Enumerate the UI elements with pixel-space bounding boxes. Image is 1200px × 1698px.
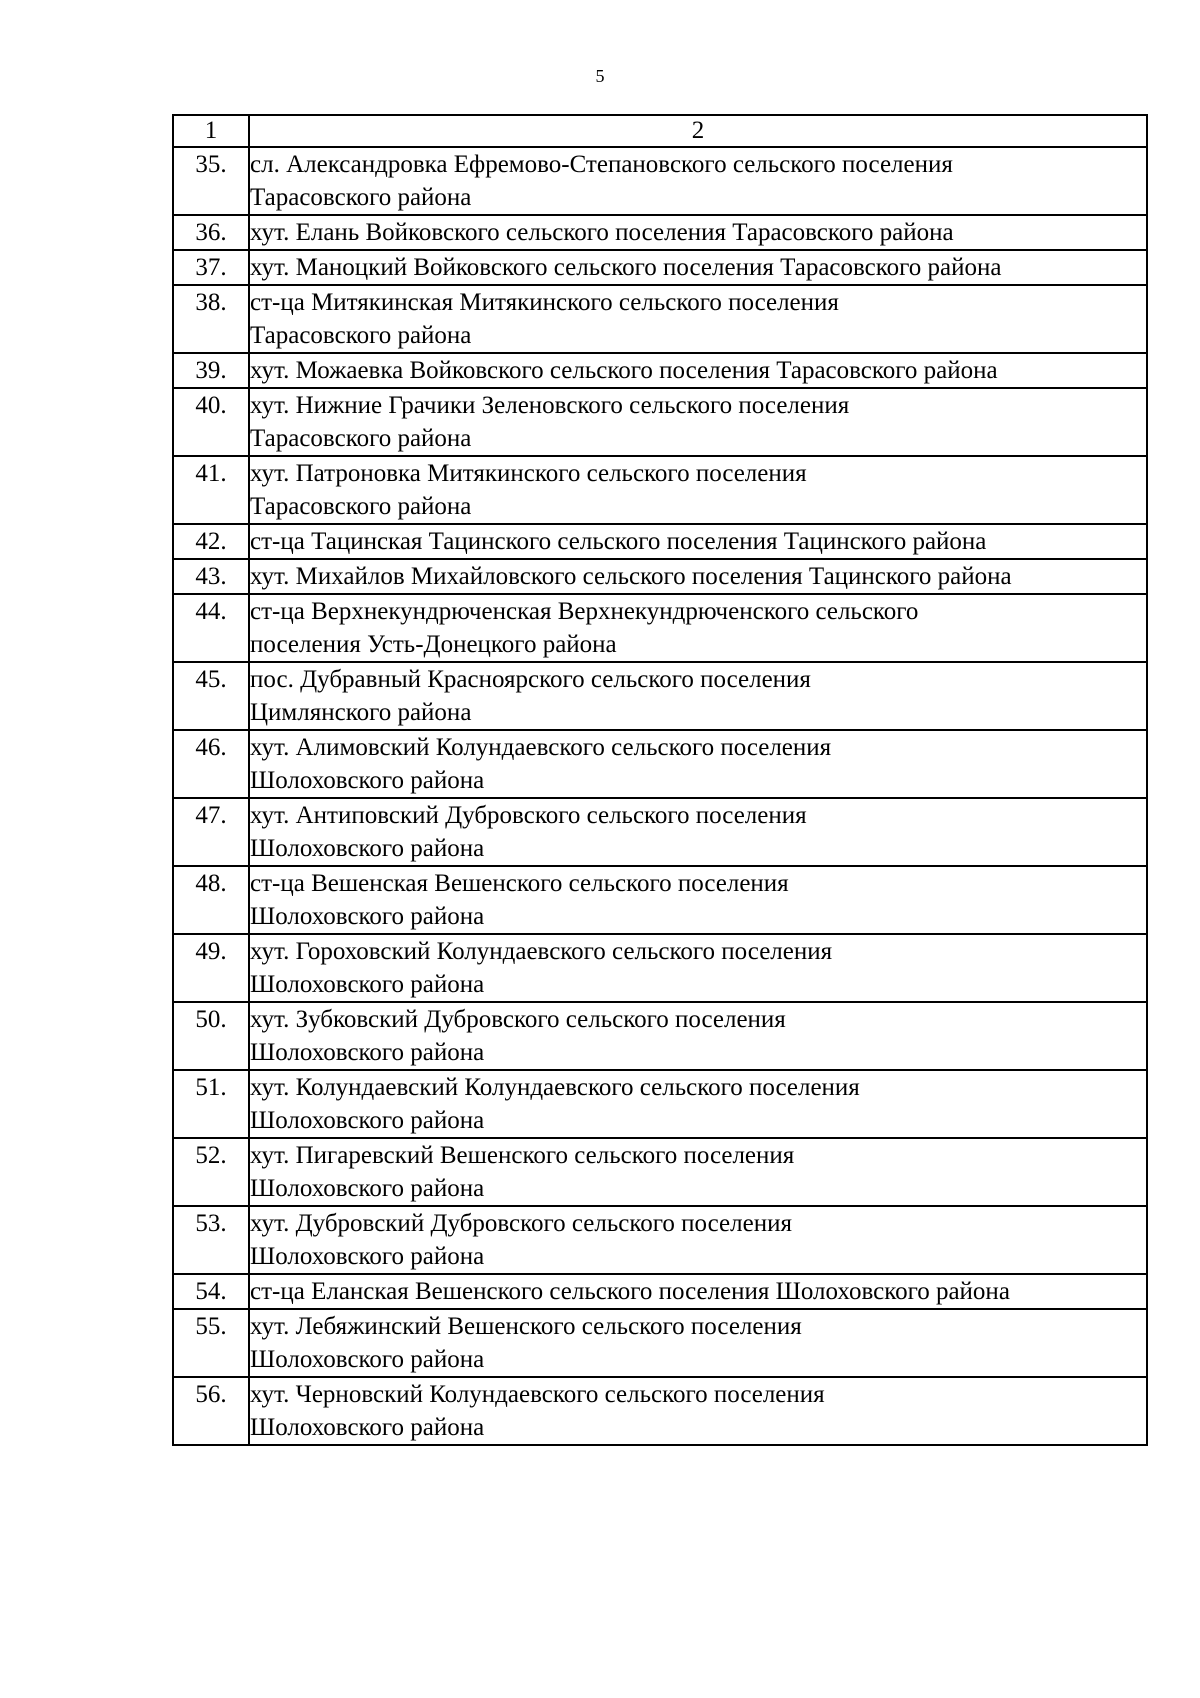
row-number: 49.: [173, 934, 249, 1002]
table-row: [173, 147, 1147, 215]
row-cell: [249, 1309, 1147, 1377]
row-number: 41.: [173, 456, 249, 524]
settlement-name: хут. Гороховский Колундаевского сельского поселения Шолоховского района: [250, 938, 833, 998]
settlement-name: ст-ца Тацинская Тацинского сельского поселения Тацинского района: [250, 528, 987, 555]
column-header-number: 1: [173, 115, 249, 147]
row-cell: [249, 388, 1147, 456]
table-row: [173, 353, 1147, 388]
row-number: 54.: [173, 1274, 249, 1309]
table-row: [173, 662, 1147, 730]
row-cell: [249, 353, 1147, 388]
row-number: 47.: [173, 798, 249, 866]
table-row: [173, 1377, 1147, 1445]
row-number: 51.: [173, 1070, 249, 1138]
settlement-name: хут. Маноцкий Войковского сельского поселения Тарасовского района: [250, 254, 1002, 281]
row-number: 48.: [173, 866, 249, 934]
row-number: 35.: [173, 147, 249, 215]
settlement-name: пос. Дубравный Красноярского сельского поселения Цимлянского района: [250, 666, 811, 726]
settlement-name: хут. Можаевка Войковского сельского поселения Тарасовского района: [250, 357, 998, 384]
row-cell: [249, 1274, 1147, 1309]
row-number: 38.: [173, 285, 249, 353]
settlement-name: хут. Антиповский Дубровского сельского поселения Шолоховского района: [250, 802, 807, 862]
table-body: [173, 115, 1147, 1445]
table-row: [173, 1138, 1147, 1206]
table-row: [173, 456, 1147, 524]
settlement-name: хут. Алимовский Колундаевского сельского поселения Шолоховского района: [250, 734, 832, 794]
row-cell: [249, 456, 1147, 524]
row-number: 37.: [173, 250, 249, 285]
row-number: 43.: [173, 559, 249, 594]
settlement-name: ст-ца Верхнекундрюченская Верхнекундрюченского сельского поселения Усть-Донецкого района: [250, 598, 919, 658]
settlement-name: хут. Михайлов Михайловского сельского поселения Тацинского района: [250, 563, 1012, 590]
table-row: [173, 285, 1147, 353]
settlement-name: хут. Колундаевский Колундаевского сельского поселения Шолоховского района: [250, 1074, 860, 1134]
table-row: [173, 730, 1147, 798]
settlement-name: хут. Зубковский Дубровского сельского поселения Шолоховского района: [250, 1006, 786, 1066]
table-row: [173, 934, 1147, 1002]
row-cell: [249, 934, 1147, 1002]
table-row: [173, 798, 1147, 866]
row-cell: [249, 730, 1147, 798]
row-number: 42.: [173, 524, 249, 559]
settlement-name: ст-ца Митякинская Митякинского сельского поселения Тарасовского района: [250, 289, 839, 349]
table-row: [173, 215, 1147, 250]
row-number: 40.: [173, 388, 249, 456]
column-header-name: 2: [249, 115, 1147, 147]
row-cell: [249, 147, 1147, 215]
row-number: 53.: [173, 1206, 249, 1274]
table-row: [173, 866, 1147, 934]
table-row: [173, 524, 1147, 559]
row-cell: [249, 1138, 1147, 1206]
settlement-name: ст-ца Еланская Вешенского сельского поселения Шолоховского района: [250, 1278, 1010, 1305]
row-number: 55.: [173, 1309, 249, 1377]
table-row: [173, 1309, 1147, 1377]
row-number: 50.: [173, 1002, 249, 1070]
row-cell: [249, 866, 1147, 934]
row-number: 36.: [173, 215, 249, 250]
row-cell: [249, 1070, 1147, 1138]
row-cell: [249, 1002, 1147, 1070]
settlement-name: хут. Пигаревский Вешенского сельского поселения Шолоховского района: [250, 1142, 795, 1202]
table-row: [173, 1070, 1147, 1138]
row-cell: [249, 594, 1147, 662]
row-cell: [249, 1206, 1147, 1274]
table-row: [173, 1002, 1147, 1070]
table-row: [173, 1206, 1147, 1274]
table-row: [173, 388, 1147, 456]
row-cell: [249, 559, 1147, 594]
row-number: 56.: [173, 1377, 249, 1445]
table-row: [173, 559, 1147, 594]
row-cell: [249, 798, 1147, 866]
row-cell: [249, 215, 1147, 250]
row-cell: [249, 285, 1147, 353]
table-row: [173, 594, 1147, 662]
row-number: 39.: [173, 353, 249, 388]
settlement-name: хут. Елань Войковского сельского поселения Тарасовского района: [250, 219, 954, 246]
settlement-name: хут. Дубровский Дубровского сельского поселения Шолоховского района: [250, 1210, 792, 1270]
settlement-name: хут. Лебяжинский Вешенского сельского поселения Шолоховского района: [250, 1313, 802, 1373]
row-cell: [249, 662, 1147, 730]
settlement-name: сл. Александровка Ефремово-Степановского сельского поселения Тарасовского района: [250, 151, 953, 211]
row-number: 44.: [173, 594, 249, 662]
table-row: [173, 1274, 1147, 1309]
settlement-name: хут. Нижние Грачики Зеленовского сельского поселения Тарасовского района: [250, 392, 850, 452]
settlement-name: хут. Патроновка Митякинского сельского поселения Тарасовского района: [250, 460, 807, 520]
table-header-row: [173, 115, 1147, 147]
settlements-table: [172, 114, 1148, 1446]
settlement-name: ст-ца Вешенская Вешенского сельского поселения Шолоховского района: [250, 870, 789, 930]
row-number: 45.: [173, 662, 249, 730]
row-number: 46.: [173, 730, 249, 798]
row-cell: [249, 524, 1147, 559]
row-cell: [249, 250, 1147, 285]
row-number: 52.: [173, 1138, 249, 1206]
row-cell: [249, 1377, 1147, 1445]
settlement-name: хут. Черновский Колундаевского сельского поселения Шолоховского района: [250, 1381, 825, 1441]
page-number: 5: [595, 66, 605, 86]
table-row: [173, 250, 1147, 285]
